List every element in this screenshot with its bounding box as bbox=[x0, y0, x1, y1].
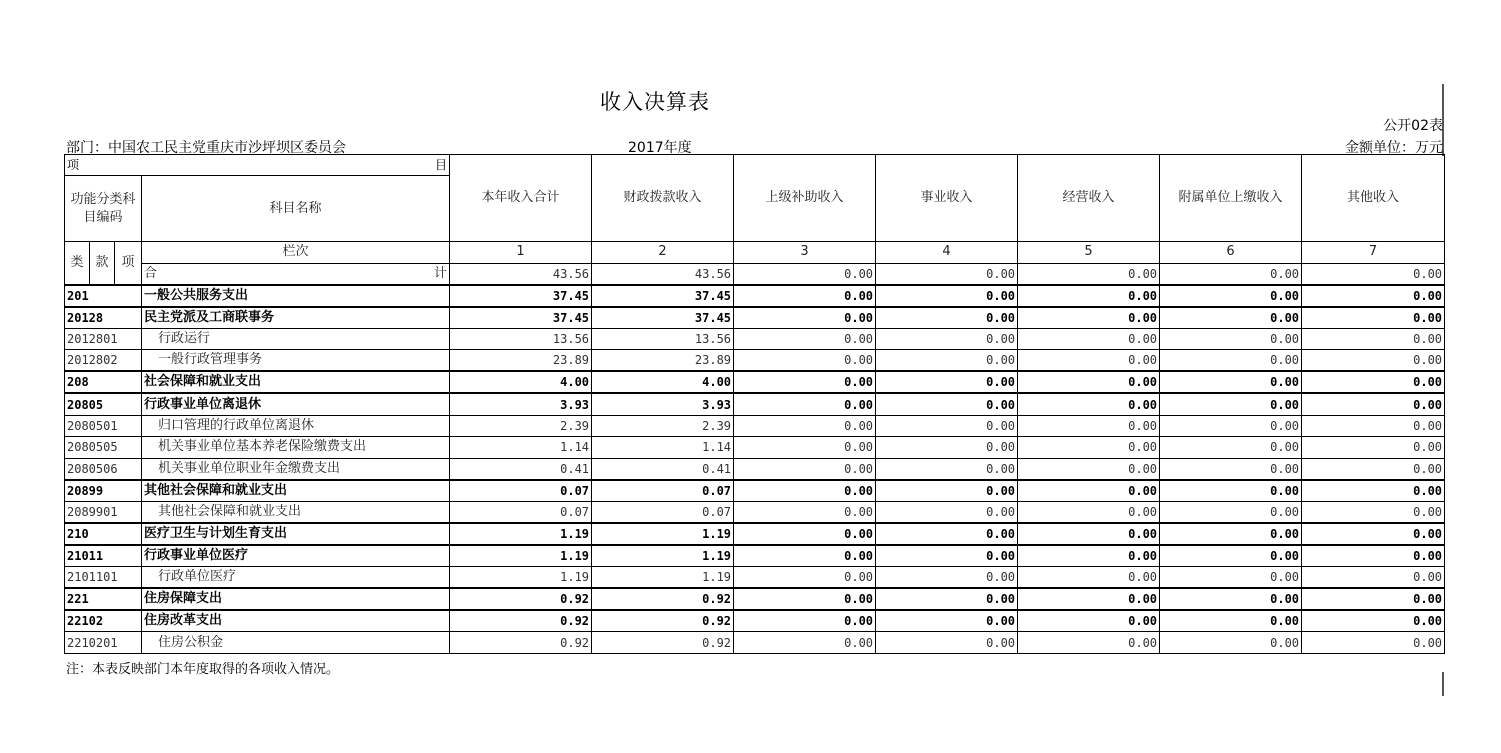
row-subject-name: 社会保障和就业支出 bbox=[142, 371, 450, 393]
row-value-4: 0.00 bbox=[876, 285, 1018, 307]
row-value-6: 0.00 bbox=[1160, 437, 1302, 459]
row-value-1: 4.00 bbox=[450, 371, 592, 393]
row-value-1: 1.19 bbox=[450, 567, 592, 589]
row-value-4: 0.00 bbox=[876, 610, 1018, 632]
subject-name-header: 科目名称 bbox=[142, 176, 450, 242]
total-right-label: 计 bbox=[434, 265, 448, 281]
row-value-5: 0.00 bbox=[1018, 415, 1160, 437]
row-value-3: 0.00 bbox=[734, 350, 876, 372]
row-value-3: 0.00 bbox=[734, 328, 876, 350]
row-value-1: 1.19 bbox=[450, 523, 592, 545]
row-subject-name: 一般行政管理事务 bbox=[142, 350, 450, 372]
row-value-2: 4.00 bbox=[592, 371, 734, 393]
row-code: 20128 bbox=[65, 307, 142, 329]
row-value-6: 0.00 bbox=[1160, 588, 1302, 610]
row-code: 2012802 bbox=[65, 350, 142, 372]
total-value-7: 0.00 bbox=[1302, 263, 1445, 285]
total-row bbox=[65, 263, 1445, 285]
table-row bbox=[65, 523, 1445, 545]
row-value-4: 0.00 bbox=[876, 545, 1018, 567]
department-label: 部门：中国农工民主党重庆市沙坪坝区委员会 bbox=[66, 140, 346, 156]
row-value-5: 0.00 bbox=[1018, 371, 1160, 393]
row-value-6: 0.00 bbox=[1160, 501, 1302, 523]
table-row bbox=[65, 632, 1445, 654]
row-value-2: 1.19 bbox=[592, 567, 734, 589]
row-code: 201 bbox=[65, 285, 142, 307]
row-value-7: 0.00 bbox=[1302, 285, 1445, 307]
row-value-1: 0.92 bbox=[450, 610, 592, 632]
row-value-6: 0.00 bbox=[1160, 307, 1302, 329]
row-value-6: 0.00 bbox=[1160, 393, 1302, 415]
row-value-5: 0.00 bbox=[1018, 567, 1160, 589]
income-table bbox=[64, 154, 1445, 654]
row-code: 20805 bbox=[65, 393, 142, 415]
row-subject-name: 行政事业单位医疗 bbox=[142, 545, 450, 567]
row-value-7: 0.00 bbox=[1302, 545, 1445, 567]
row-subject-name: 机关事业单位职业年金缴费支出 bbox=[142, 458, 450, 480]
table-row bbox=[65, 437, 1445, 459]
row-value-5: 0.00 bbox=[1018, 437, 1160, 459]
row-value-3: 0.00 bbox=[734, 285, 876, 307]
row-subject-name: 机关事业单位基本养老保险缴费支出 bbox=[142, 437, 450, 459]
row-subject-name: 一般公共服务支出 bbox=[142, 285, 450, 307]
total-value-2: 43.56 bbox=[592, 263, 734, 285]
row-value-2: 13.56 bbox=[592, 328, 734, 350]
amount-unit: 金额单位：万元 bbox=[1345, 140, 1443, 156]
row-value-7: 0.00 bbox=[1302, 588, 1445, 610]
table-row bbox=[65, 480, 1445, 502]
row-value-7: 0.00 bbox=[1302, 480, 1445, 502]
row-value-6: 0.00 bbox=[1160, 415, 1302, 437]
row-code: 2080506 bbox=[65, 458, 142, 480]
row-subject-name: 医疗卫生与计划生育支出 bbox=[142, 523, 450, 545]
row-value-4: 0.00 bbox=[876, 328, 1018, 350]
row-value-2: 0.92 bbox=[592, 610, 734, 632]
col-number-7: 7 bbox=[1302, 242, 1445, 264]
row-value-2: 23.89 bbox=[592, 350, 734, 372]
table-row bbox=[65, 567, 1445, 589]
row-value-7: 0.00 bbox=[1302, 393, 1445, 415]
table-row bbox=[65, 415, 1445, 437]
col-number-5: 5 bbox=[1018, 242, 1160, 264]
row-value-3: 0.00 bbox=[734, 458, 876, 480]
col-number-1: 1 bbox=[450, 242, 592, 264]
row-subject-name: 其他社会保障和就业支出 bbox=[142, 501, 450, 523]
total-left-label: 合 bbox=[144, 265, 158, 281]
fiscal-year: 2017年度 bbox=[628, 140, 692, 156]
table-row bbox=[65, 393, 1445, 415]
col-header-2: 财政拨款收入 bbox=[592, 155, 734, 242]
row-value-6: 0.00 bbox=[1160, 350, 1302, 372]
table-row bbox=[65, 285, 1445, 307]
col-number-2: 2 bbox=[592, 242, 734, 264]
row-subject-name: 行政事业单位离退休 bbox=[142, 393, 450, 415]
xiang-header: 项 bbox=[115, 242, 142, 285]
row-value-3: 0.00 bbox=[734, 588, 876, 610]
row-value-7: 0.00 bbox=[1302, 458, 1445, 480]
item-right-label: 目 bbox=[435, 158, 448, 172]
row-value-3: 0.00 bbox=[734, 545, 876, 567]
form-code: 公开02表 bbox=[1383, 118, 1443, 134]
col-header-3: 上级补助收入 bbox=[734, 155, 876, 242]
row-value-7: 0.00 bbox=[1302, 371, 1445, 393]
row-subject-name: 归口管理的行政单位离退休 bbox=[142, 415, 450, 437]
row-value-4: 0.00 bbox=[876, 415, 1018, 437]
row-value-7: 0.00 bbox=[1302, 437, 1445, 459]
total-value-4: 0.00 bbox=[876, 263, 1018, 285]
row-value-2: 37.45 bbox=[592, 285, 734, 307]
row-value-1: 23.89 bbox=[450, 350, 592, 372]
total-value-6: 0.00 bbox=[1160, 263, 1302, 285]
col-header-6: 附属单位上缴收入 bbox=[1160, 155, 1302, 242]
row-value-1: 2.39 bbox=[450, 415, 592, 437]
row-value-4: 0.00 bbox=[876, 523, 1018, 545]
row-subject-name: 行政运行 bbox=[142, 328, 450, 350]
row-value-6: 0.00 bbox=[1160, 567, 1302, 589]
table-row bbox=[65, 501, 1445, 523]
func-code-header: 功能分类科目编码 bbox=[65, 176, 142, 242]
row-code: 2101101 bbox=[65, 567, 142, 589]
table-row bbox=[65, 610, 1445, 632]
row-value-4: 0.00 bbox=[876, 632, 1018, 654]
row-value-5: 0.00 bbox=[1018, 307, 1160, 329]
row-value-2: 0.92 bbox=[592, 632, 734, 654]
row-value-7: 0.00 bbox=[1302, 567, 1445, 589]
row-code: 208 bbox=[65, 371, 142, 393]
page-edge-bottom bbox=[1442, 672, 1444, 696]
row-value-5: 0.00 bbox=[1018, 458, 1160, 480]
row-value-1: 37.45 bbox=[450, 307, 592, 329]
row-subject-name: 住房保障支出 bbox=[142, 588, 450, 610]
col-number-3: 3 bbox=[734, 242, 876, 264]
row-code: 2012801 bbox=[65, 328, 142, 350]
row-value-4: 0.00 bbox=[876, 307, 1018, 329]
row-value-5: 0.00 bbox=[1018, 610, 1160, 632]
col-header-5: 经营收入 bbox=[1018, 155, 1160, 242]
kuan-header: 款 bbox=[90, 242, 115, 285]
row-value-6: 0.00 bbox=[1160, 285, 1302, 307]
page-title: 收入决算表 bbox=[600, 90, 710, 114]
total-value-1: 43.56 bbox=[450, 263, 592, 285]
row-value-4: 0.00 bbox=[876, 588, 1018, 610]
row-subject-name: 行政单位医疗 bbox=[142, 567, 450, 589]
row-value-1: 1.14 bbox=[450, 437, 592, 459]
row-code: 2080501 bbox=[65, 415, 142, 437]
row-value-3: 0.00 bbox=[734, 371, 876, 393]
row-value-2: 0.92 bbox=[592, 588, 734, 610]
row-value-7: 0.00 bbox=[1302, 501, 1445, 523]
row-code: 20899 bbox=[65, 480, 142, 502]
row-value-4: 0.00 bbox=[876, 350, 1018, 372]
row-code: 22102 bbox=[65, 610, 142, 632]
total-value-3: 0.00 bbox=[734, 263, 876, 285]
row-value-2: 2.39 bbox=[592, 415, 734, 437]
col-index-label: 栏次 bbox=[142, 242, 450, 264]
row-value-3: 0.00 bbox=[734, 610, 876, 632]
header-row-item bbox=[65, 155, 1445, 176]
row-value-6: 0.00 bbox=[1160, 523, 1302, 545]
row-value-5: 0.00 bbox=[1018, 328, 1160, 350]
table-row bbox=[65, 371, 1445, 393]
row-value-3: 0.00 bbox=[734, 480, 876, 502]
row-value-2: 37.45 bbox=[592, 307, 734, 329]
row-code: 210 bbox=[65, 523, 142, 545]
row-value-4: 0.00 bbox=[876, 501, 1018, 523]
row-value-7: 0.00 bbox=[1302, 610, 1445, 632]
row-value-2: 1.19 bbox=[592, 545, 734, 567]
row-code: 21011 bbox=[65, 545, 142, 567]
row-value-6: 0.00 bbox=[1160, 371, 1302, 393]
table-row bbox=[65, 307, 1445, 329]
row-value-2: 0.41 bbox=[592, 458, 734, 480]
row-value-5: 0.00 bbox=[1018, 501, 1160, 523]
row-value-6: 0.00 bbox=[1160, 328, 1302, 350]
row-value-3: 0.00 bbox=[734, 501, 876, 523]
total-value-5: 0.00 bbox=[1018, 263, 1160, 285]
row-code: 221 bbox=[65, 588, 142, 610]
row-value-4: 0.00 bbox=[876, 480, 1018, 502]
footnote: 注：本表反映部门本年度取得的各项收入情况。 bbox=[66, 662, 340, 677]
row-value-7: 0.00 bbox=[1302, 523, 1445, 545]
row-value-3: 0.00 bbox=[734, 393, 876, 415]
row-value-2: 0.07 bbox=[592, 480, 734, 502]
row-value-2: 0.07 bbox=[592, 501, 734, 523]
row-value-5: 0.00 bbox=[1018, 545, 1160, 567]
row-value-7: 0.00 bbox=[1302, 415, 1445, 437]
col-number-4: 4 bbox=[876, 242, 1018, 264]
row-value-1: 13.56 bbox=[450, 328, 592, 350]
row-value-1: 0.07 bbox=[450, 480, 592, 502]
row-value-1: 0.92 bbox=[450, 632, 592, 654]
table-row bbox=[65, 458, 1445, 480]
row-value-7: 0.00 bbox=[1302, 328, 1445, 350]
row-value-1: 3.93 bbox=[450, 393, 592, 415]
header-row-index bbox=[65, 242, 1445, 264]
row-value-4: 0.00 bbox=[876, 567, 1018, 589]
table-row bbox=[65, 328, 1445, 350]
col-header-7: 其他收入 bbox=[1302, 155, 1445, 242]
row-value-1: 1.19 bbox=[450, 545, 592, 567]
row-code: 2080505 bbox=[65, 437, 142, 459]
row-value-6: 0.00 bbox=[1160, 632, 1302, 654]
table-row bbox=[65, 588, 1445, 610]
row-subject-name: 住房公积金 bbox=[142, 632, 450, 654]
item-header-cell bbox=[65, 155, 450, 176]
row-subject-name: 其他社会保障和就业支出 bbox=[142, 480, 450, 502]
row-value-3: 0.00 bbox=[734, 567, 876, 589]
row-subject-name: 民主党派及工商联事务 bbox=[142, 307, 450, 329]
row-value-7: 0.00 bbox=[1302, 307, 1445, 329]
row-code: 2210201 bbox=[65, 632, 142, 654]
row-value-6: 0.00 bbox=[1160, 545, 1302, 567]
row-value-5: 0.00 bbox=[1018, 480, 1160, 502]
row-value-4: 0.00 bbox=[876, 371, 1018, 393]
row-value-2: 1.14 bbox=[592, 437, 734, 459]
row-value-3: 0.00 bbox=[734, 523, 876, 545]
col-number-6: 6 bbox=[1160, 242, 1302, 264]
lei-header: 类 bbox=[65, 242, 90, 285]
row-value-4: 0.00 bbox=[876, 393, 1018, 415]
row-value-3: 0.00 bbox=[734, 632, 876, 654]
row-value-5: 0.00 bbox=[1018, 588, 1160, 610]
row-value-1: 0.41 bbox=[450, 458, 592, 480]
row-value-2: 1.19 bbox=[592, 523, 734, 545]
row-value-1: 0.92 bbox=[450, 588, 592, 610]
row-value-7: 0.00 bbox=[1302, 350, 1445, 372]
row-code: 2089901 bbox=[65, 501, 142, 523]
col-header-1: 本年收入合计 bbox=[450, 155, 592, 242]
item-left-label: 项 bbox=[67, 158, 80, 172]
table-row bbox=[65, 350, 1445, 372]
row-value-3: 0.00 bbox=[734, 415, 876, 437]
col-header-4: 事业收入 bbox=[876, 155, 1018, 242]
row-value-4: 0.00 bbox=[876, 437, 1018, 459]
row-value-5: 0.00 bbox=[1018, 523, 1160, 545]
row-value-3: 0.00 bbox=[734, 307, 876, 329]
table-row bbox=[65, 545, 1445, 567]
row-value-2: 3.93 bbox=[592, 393, 734, 415]
row-value-6: 0.00 bbox=[1160, 610, 1302, 632]
row-value-5: 0.00 bbox=[1018, 393, 1160, 415]
row-value-5: 0.00 bbox=[1018, 350, 1160, 372]
row-value-5: 0.00 bbox=[1018, 285, 1160, 307]
row-value-7: 0.00 bbox=[1302, 632, 1445, 654]
row-value-6: 0.00 bbox=[1160, 480, 1302, 502]
row-value-1: 37.45 bbox=[450, 285, 592, 307]
row-value-4: 0.00 bbox=[876, 458, 1018, 480]
row-value-5: 0.00 bbox=[1018, 632, 1160, 654]
row-value-6: 0.00 bbox=[1160, 458, 1302, 480]
row-subject-name: 住房改革支出 bbox=[142, 610, 450, 632]
row-value-1: 0.07 bbox=[450, 501, 592, 523]
row-value-3: 0.00 bbox=[734, 437, 876, 459]
total-label-cell bbox=[142, 263, 450, 285]
